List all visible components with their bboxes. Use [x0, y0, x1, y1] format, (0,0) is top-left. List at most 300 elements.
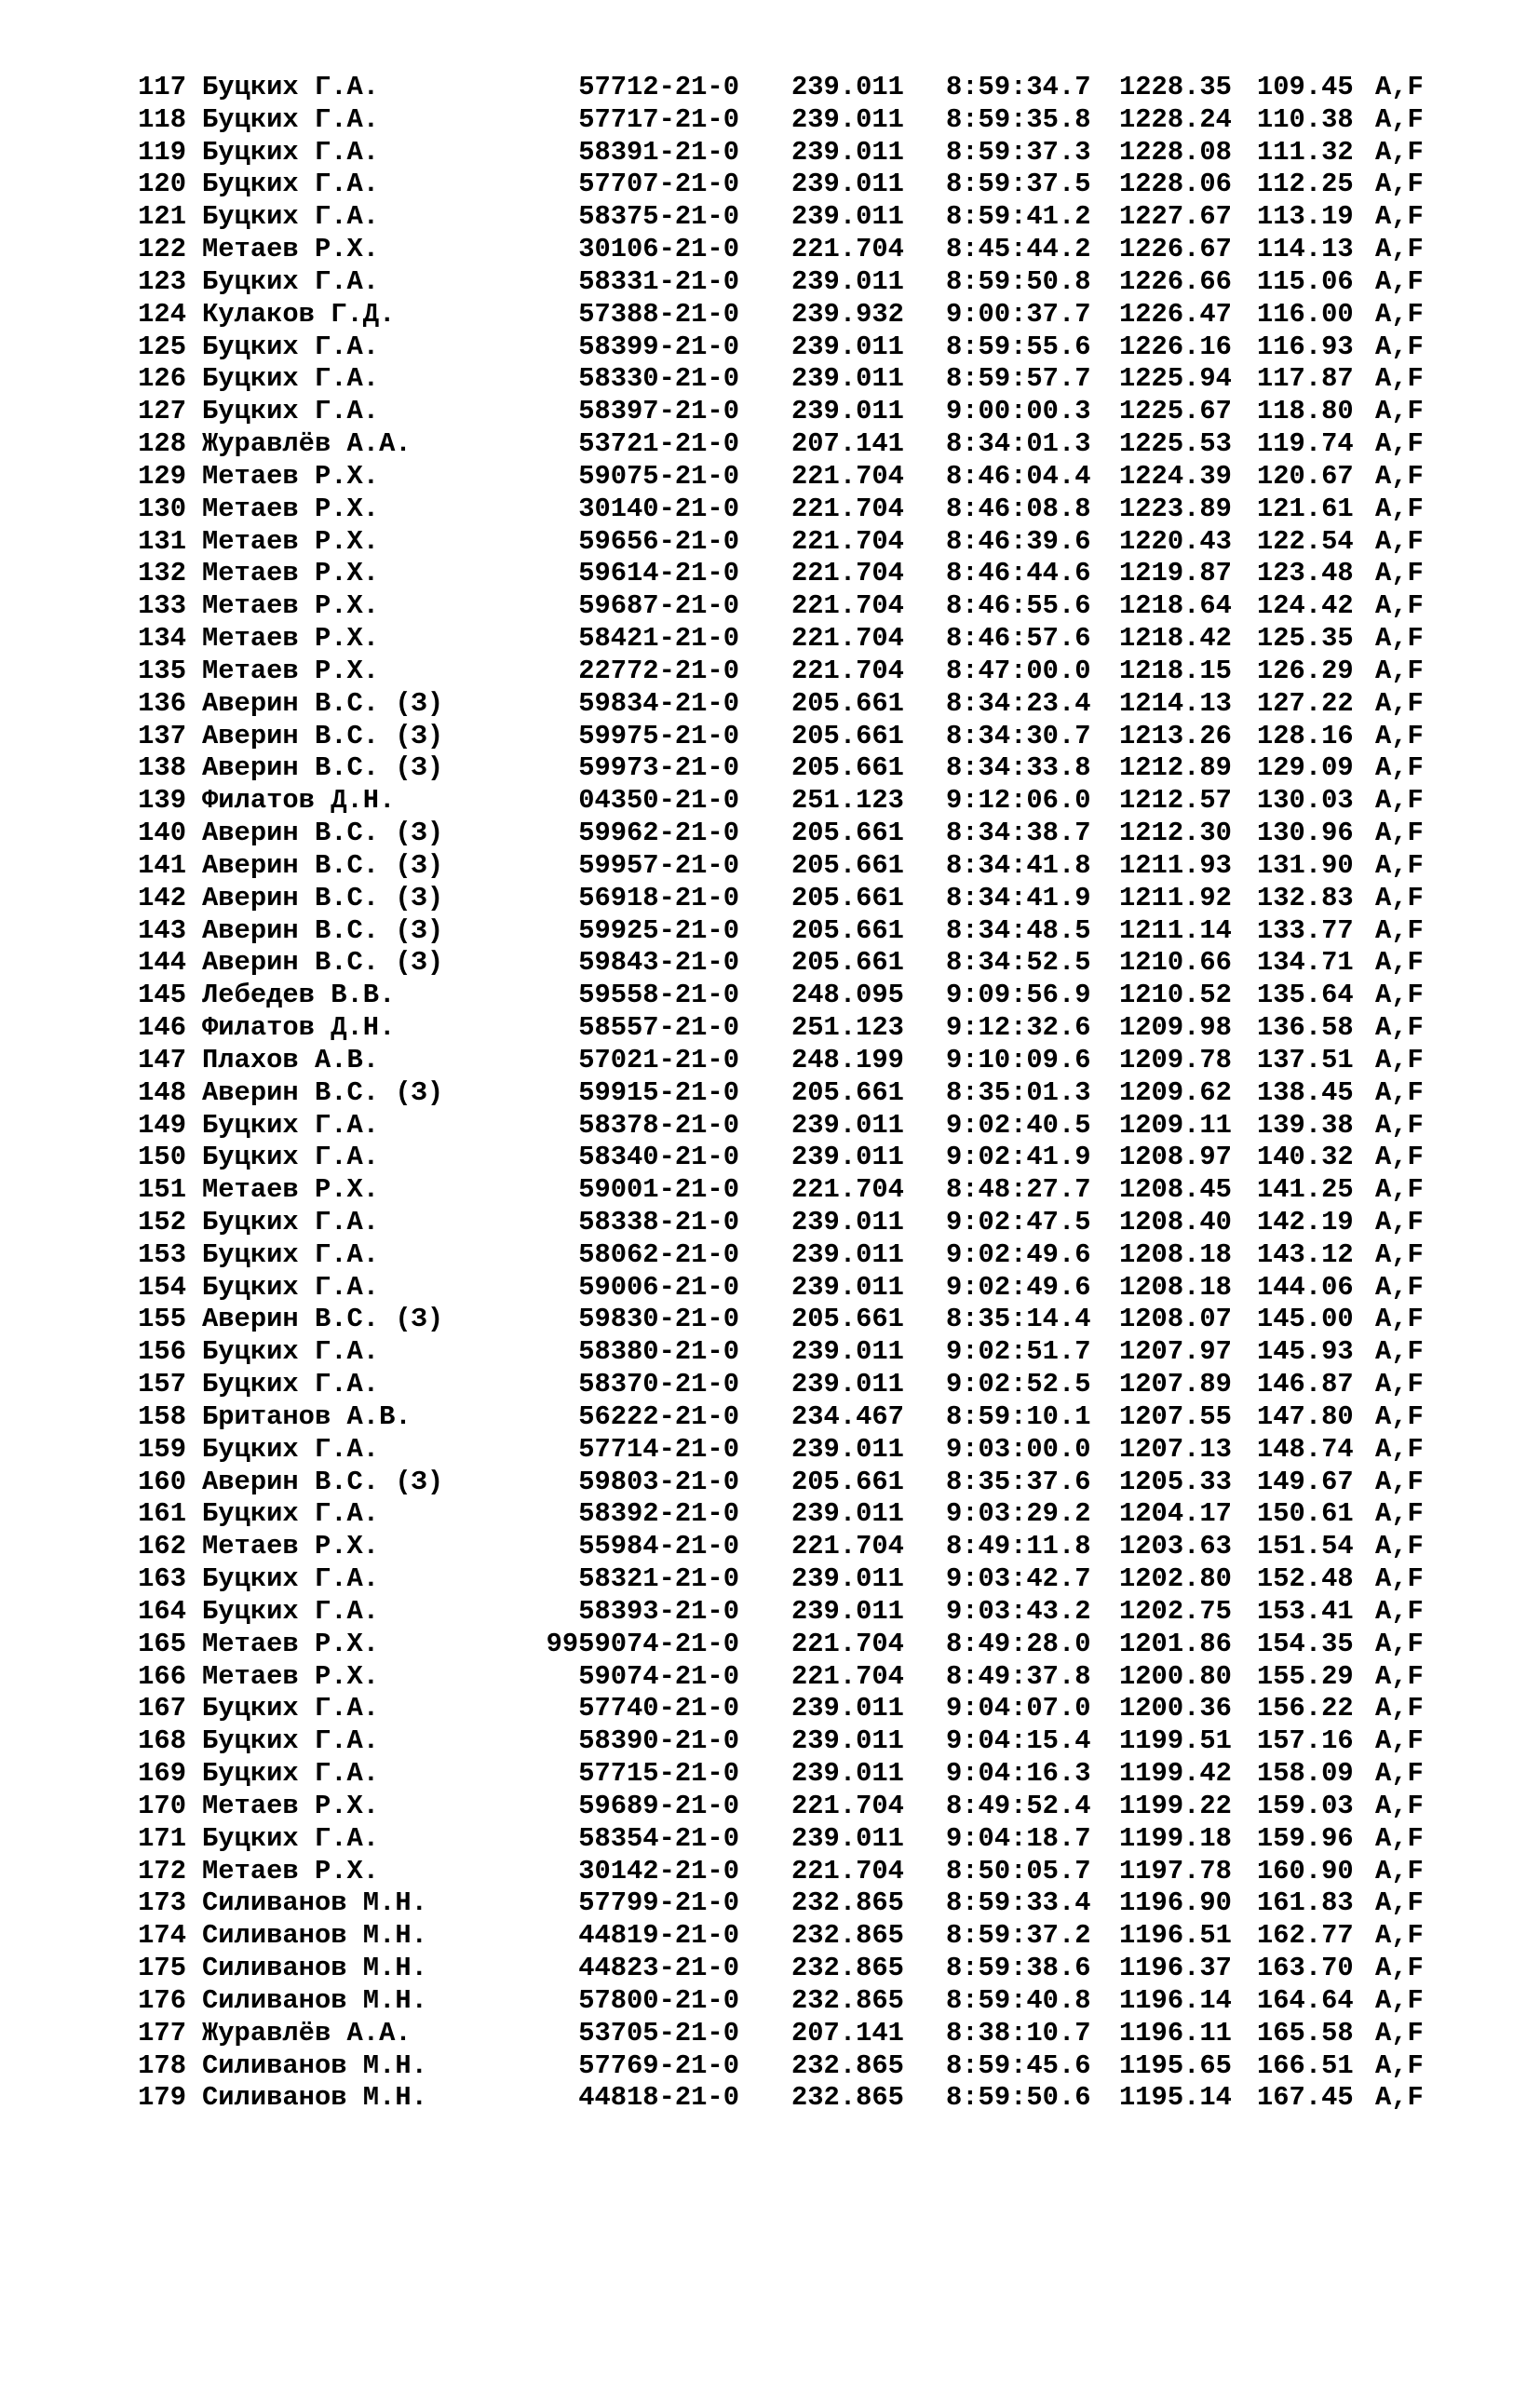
speed: 1205.33	[1119, 1466, 1232, 1497]
place-number: 164	[138, 1595, 186, 1627]
speed: 1196.90	[1119, 1887, 1232, 1919]
arrival-time: 9:02:49.6	[946, 1238, 1091, 1270]
fancier-name: Буцких Г.А.	[202, 1336, 380, 1368]
distance: 239.011	[791, 1725, 904, 1757]
distance: 239.011	[791, 1822, 904, 1854]
coefficient: 159.03	[1257, 1790, 1354, 1821]
coefficient: 142.19	[1257, 1206, 1354, 1237]
distance: 205.661	[791, 720, 904, 751]
coefficient: 134.71	[1257, 947, 1354, 979]
arrival-time: 9:03:29.2	[946, 1498, 1091, 1530]
place-number: 139	[138, 785, 186, 817]
result-row	[138, 494, 1441, 526]
place-number: 173	[138, 1887, 186, 1919]
result-row	[138, 2082, 1441, 2115]
fancier-name: Аверин В.С. (З)	[202, 687, 444, 719]
distance: 221.704	[791, 1531, 904, 1562]
coefficient: 125.35	[1257, 623, 1354, 655]
result-row	[138, 1077, 1441, 1110]
ring-number: 22772-21-0	[578, 655, 739, 686]
speed: 1223.89	[1119, 493, 1232, 524]
flags: A,F	[1375, 1012, 1424, 1044]
fancier-name: Аверин В.С. (З)	[202, 752, 444, 784]
speed: 1209.62	[1119, 1076, 1232, 1108]
place-number: 128	[138, 428, 186, 460]
arrival-time: 8:49:28.0	[946, 1628, 1091, 1659]
fancier-name: Буцких Г.А.	[202, 1238, 380, 1270]
coefficient: 157.16	[1257, 1725, 1354, 1757]
flags: A,F	[1375, 1822, 1424, 1854]
ring-number: 58557-21-0	[578, 1012, 739, 1044]
ring-number: 58062-21-0	[578, 1238, 739, 1270]
coefficient: 145.93	[1257, 1336, 1354, 1368]
distance: 205.661	[791, 1466, 904, 1497]
arrival-time: 8:59:37.2	[946, 1920, 1091, 1952]
speed: 1200.80	[1119, 1660, 1232, 1692]
coefficient: 117.87	[1257, 363, 1354, 395]
ring-number: 57388-21-0	[578, 298, 739, 330]
fancier-name: Аверин В.С. (З)	[202, 1076, 444, 1108]
ring-number: 55984-21-0	[578, 1531, 739, 1562]
ring-number: 44818-21-0	[578, 2082, 739, 2114]
coefficient: 143.12	[1257, 1238, 1354, 1270]
place-number: 125	[138, 331, 186, 362]
result-row	[138, 526, 1441, 559]
place-number: 133	[138, 590, 186, 622]
result-row	[138, 1791, 1441, 1823]
distance: 239.011	[791, 1271, 904, 1303]
place-number: 123	[138, 265, 186, 297]
ring-number: 59834-21-0	[578, 687, 739, 719]
flags: A,F	[1375, 2082, 1424, 2114]
coefficient: 128.16	[1257, 720, 1354, 751]
speed: 1212.89	[1119, 752, 1232, 784]
place-number: 140	[138, 818, 186, 849]
coefficient: 113.19	[1257, 201, 1354, 233]
ring-number: 59687-21-0	[578, 590, 739, 622]
result-row	[138, 590, 1441, 623]
distance: 239.011	[791, 331, 904, 362]
ring-number: 57769-21-0	[578, 2049, 739, 2081]
fancier-name: Плахов А.В.	[202, 1044, 380, 1075]
distance: 221.704	[791, 655, 904, 686]
flags: A,F	[1375, 849, 1424, 881]
flags: A,F	[1375, 752, 1424, 784]
place-number: 118	[138, 103, 186, 135]
distance: 221.704	[791, 1660, 904, 1692]
ring-number: 58330-21-0	[578, 363, 739, 395]
fancier-name: Буцких Г.А.	[202, 1725, 380, 1757]
flags: A,F	[1375, 590, 1424, 622]
fancier-name: Метаев Р.Х.	[202, 558, 380, 589]
coefficient: 121.61	[1257, 493, 1354, 524]
distance: 232.865	[791, 1920, 904, 1952]
result-row	[138, 1661, 1441, 1694]
flags: A,F	[1375, 1953, 1424, 1984]
fancier-name: Кулаков Г.Д.	[202, 298, 396, 330]
ring-number: 57712-21-0	[578, 72, 739, 102]
fancier-name: Метаев Р.Х.	[202, 234, 380, 265]
coefficient: 118.80	[1257, 396, 1354, 427]
distance: 239.011	[791, 1109, 904, 1141]
result-row	[138, 1336, 1441, 1369]
fancier-name: Метаев Р.Х.	[202, 1660, 380, 1692]
arrival-time: 8:59:45.6	[946, 2049, 1091, 2081]
distance: 221.704	[791, 558, 904, 589]
arrival-time: 8:34:48.5	[946, 914, 1091, 946]
flags: A,F	[1375, 493, 1424, 524]
speed: 1195.65	[1119, 2049, 1232, 2081]
fancier-name: Лебедев В.В.	[202, 980, 396, 1011]
coefficient: 131.90	[1257, 849, 1354, 881]
ring-number: 58331-21-0	[578, 265, 739, 297]
result-row	[138, 1856, 1441, 1888]
distance: 239.011	[791, 1369, 904, 1400]
fancier-name: Буцких Г.А.	[202, 1142, 380, 1173]
speed: 1199.42	[1119, 1758, 1232, 1790]
flags: A,F	[1375, 558, 1424, 589]
place-number: 158	[138, 1400, 186, 1432]
speed: 1199.51	[1119, 1725, 1232, 1757]
result-row	[138, 299, 1441, 331]
distance: 239.011	[791, 1758, 904, 1790]
arrival-time: 8:34:52.5	[946, 947, 1091, 979]
arrival-time: 8:59:35.8	[946, 103, 1091, 135]
result-row	[138, 396, 1441, 428]
speed: 1228.08	[1119, 136, 1232, 168]
ring-number: 59957-21-0	[578, 849, 739, 881]
coefficient: 138.45	[1257, 1076, 1354, 1108]
distance: 239.011	[791, 169, 904, 200]
result-row	[138, 850, 1441, 883]
ring-number: 30142-21-0	[578, 1855, 739, 1886]
place-number: 132	[138, 558, 186, 589]
result-row	[138, 1434, 1441, 1467]
arrival-time: 8:46:04.4	[946, 460, 1091, 492]
speed: 1211.92	[1119, 882, 1232, 913]
distance: 221.704	[791, 234, 904, 265]
fancier-name: Силиванов М.Н.	[202, 2082, 427, 2114]
ring-number: 58392-21-0	[578, 1498, 739, 1530]
arrival-time: 8:59:33.4	[946, 1887, 1091, 1919]
speed: 1202.75	[1119, 1595, 1232, 1627]
place-number: 161	[138, 1498, 186, 1530]
place-number: 172	[138, 1855, 186, 1886]
arrival-time: 9:04:07.0	[946, 1693, 1091, 1724]
coefficient: 148.74	[1257, 1433, 1354, 1465]
fancier-name: Метаев Р.Х.	[202, 1628, 380, 1659]
coefficient: 124.42	[1257, 590, 1354, 622]
arrival-time: 9:00:37.7	[946, 298, 1091, 330]
coefficient: 165.58	[1257, 2017, 1354, 2049]
distance: 205.661	[791, 687, 904, 719]
distance: 205.661	[791, 849, 904, 881]
ring-number: 59925-21-0	[578, 914, 739, 946]
fancier-name: Силиванов М.Н.	[202, 1920, 427, 1952]
ring-number: 57800-21-0	[578, 1984, 739, 2016]
fancier-name: Буцких Г.А.	[202, 1109, 380, 1141]
place-number: 129	[138, 460, 186, 492]
speed: 1197.78	[1119, 1855, 1232, 1886]
place-number: 178	[138, 2049, 186, 2081]
coefficient: 135.64	[1257, 980, 1354, 1011]
coefficient: 161.83	[1257, 1887, 1354, 1919]
flags: A,F	[1375, 1109, 1424, 1141]
flags: A,F	[1375, 169, 1424, 200]
arrival-time: 8:34:30.7	[946, 720, 1091, 751]
arrival-time: 9:03:42.7	[946, 1563, 1091, 1595]
distance: 239.011	[791, 1206, 904, 1237]
distance: 205.661	[791, 882, 904, 913]
distance: 221.704	[791, 493, 904, 524]
coefficient: 132.83	[1257, 882, 1354, 913]
flags: A,F	[1375, 2017, 1424, 2049]
speed: 1218.64	[1119, 590, 1232, 622]
coefficient: 129.09	[1257, 752, 1354, 784]
place-number: 134	[138, 623, 186, 655]
speed: 1196.37	[1119, 1953, 1232, 1984]
place-number: 152	[138, 1206, 186, 1237]
distance: 239.011	[791, 72, 904, 102]
arrival-time: 9:10:09.6	[946, 1044, 1091, 1075]
place-number: 174	[138, 1920, 186, 1952]
distance: 205.661	[791, 1076, 904, 1108]
place-number: 171	[138, 1822, 186, 1854]
place-number: 170	[138, 1790, 186, 1821]
fancier-name: Метаев Р.Х.	[202, 623, 380, 655]
arrival-time: 9:03:43.2	[946, 1595, 1091, 1627]
result-row	[138, 785, 1441, 818]
speed: 1196.11	[1119, 2017, 1232, 2049]
speed: 1228.35	[1119, 72, 1232, 102]
result-row	[138, 1369, 1441, 1401]
result-row	[138, 266, 1441, 299]
ring-number: 58393-21-0	[578, 1595, 739, 1627]
speed: 1196.51	[1119, 1920, 1232, 1952]
flags: A,F	[1375, 785, 1424, 817]
distance: 205.661	[791, 1304, 904, 1335]
distance: 221.704	[791, 1855, 904, 1886]
ring-number: 30106-21-0	[578, 234, 739, 265]
arrival-time: 8:35:37.6	[946, 1466, 1091, 1497]
fancier-name: Буцких Г.А.	[202, 331, 380, 362]
result-row	[138, 461, 1441, 494]
coefficient: 122.54	[1257, 525, 1354, 557]
arrival-time: 8:34:38.7	[946, 818, 1091, 849]
ring-number: 58370-21-0	[578, 1369, 739, 1400]
fancier-name: Филатов Д.Н.	[202, 785, 396, 817]
distance: 221.704	[791, 1628, 904, 1659]
fancier-name: Британов А.В.	[202, 1400, 412, 1432]
speed: 1225.67	[1119, 396, 1232, 427]
flags: A,F	[1375, 525, 1424, 557]
result-row	[138, 72, 1441, 104]
distance: 207.141	[791, 2017, 904, 2049]
fancier-name: Аверин В.С. (З)	[202, 947, 444, 979]
flags: A,F	[1375, 201, 1424, 233]
results-list	[138, 72, 1441, 2115]
place-number: 169	[138, 1758, 186, 1790]
place-number: 142	[138, 882, 186, 913]
flags: A,F	[1375, 1400, 1424, 1432]
result-row	[138, 201, 1441, 234]
arrival-time: 8:34:01.3	[946, 428, 1091, 460]
place-number: 146	[138, 1012, 186, 1044]
coefficient: 164.64	[1257, 1984, 1354, 2016]
coefficient: 119.74	[1257, 428, 1354, 460]
ring-number: 44823-21-0	[578, 1953, 739, 1984]
arrival-time: 8:34:41.8	[946, 849, 1091, 881]
arrival-time: 8:46:44.6	[946, 558, 1091, 589]
fancier-name: Метаев Р.Х.	[202, 460, 380, 492]
place-number: 176	[138, 1984, 186, 2016]
coefficient: 150.61	[1257, 1498, 1354, 1530]
speed: 1213.26	[1119, 720, 1232, 751]
distance: 232.865	[791, 1984, 904, 2016]
result-row	[138, 331, 1441, 364]
coefficient: 163.70	[1257, 1953, 1354, 1984]
arrival-time: 9:04:15.4	[946, 1725, 1091, 1757]
ring-number: 04350-21-0	[578, 785, 739, 817]
result-row	[138, 883, 1441, 915]
place-number: 119	[138, 136, 186, 168]
coefficient: 160.90	[1257, 1855, 1354, 1886]
arrival-time: 8:35:14.4	[946, 1304, 1091, 1335]
place-number: 120	[138, 169, 186, 200]
coefficient: 147.80	[1257, 1400, 1354, 1432]
ring-number: 44819-21-0	[578, 1920, 739, 1952]
result-row	[138, 1693, 1441, 1725]
fancier-name: Буцких Г.А.	[202, 1369, 380, 1400]
distance: 221.704	[791, 525, 904, 557]
speed: 1204.17	[1119, 1498, 1232, 1530]
flags: A,F	[1375, 1238, 1424, 1270]
ring-number: 59689-21-0	[578, 1790, 739, 1821]
speed: 1211.93	[1119, 849, 1232, 881]
distance: 239.011	[791, 363, 904, 395]
fancier-name: Буцких Г.А.	[202, 265, 380, 297]
speed: 1211.14	[1119, 914, 1232, 946]
coefficient: 110.38	[1257, 103, 1354, 135]
speed: 1208.07	[1119, 1304, 1232, 1335]
speed: 1199.22	[1119, 1790, 1232, 1821]
result-row	[138, 1985, 1441, 2018]
result-row	[138, 1012, 1441, 1045]
speed: 1218.42	[1119, 623, 1232, 655]
ring-number: 59656-21-0	[578, 525, 739, 557]
result-row	[138, 721, 1441, 753]
ring-number: 58375-21-0	[578, 201, 739, 233]
result-row	[138, 1239, 1441, 1272]
speed: 1208.18	[1119, 1238, 1232, 1270]
distance: 239.011	[791, 1142, 904, 1173]
ring-number: 59075-21-0	[578, 460, 739, 492]
distance: 239.011	[791, 265, 904, 297]
ring-number: 59975-21-0	[578, 720, 739, 751]
flags: A,F	[1375, 1174, 1424, 1206]
arrival-time: 8:59:10.1	[946, 1400, 1091, 1432]
coefficient: 145.00	[1257, 1304, 1354, 1335]
place-number: 165	[138, 1628, 186, 1659]
fancier-name: Буцких Г.А.	[202, 136, 380, 168]
ring-number: 59001-21-0	[578, 1174, 739, 1206]
place-number: 153	[138, 1238, 186, 1270]
flags: A,F	[1375, 980, 1424, 1011]
fancier-name: Буцких Г.А.	[202, 1206, 380, 1237]
coefficient: 115.06	[1257, 265, 1354, 297]
coefficient: 109.45	[1257, 72, 1354, 102]
arrival-time: 8:38:10.7	[946, 2017, 1091, 2049]
flags: A,F	[1375, 1725, 1424, 1757]
coefficient: 116.00	[1257, 298, 1354, 330]
place-number: 156	[138, 1336, 186, 1368]
flags: A,F	[1375, 1595, 1424, 1627]
coefficient: 136.58	[1257, 1012, 1354, 1044]
ring-number: 57707-21-0	[578, 169, 739, 200]
flags: A,F	[1375, 1044, 1424, 1075]
fancier-name: Буцких Г.А.	[202, 201, 380, 233]
result-row	[138, 428, 1441, 461]
coefficient: 111.32	[1257, 136, 1354, 168]
place-number: 144	[138, 947, 186, 979]
speed: 1225.53	[1119, 428, 1232, 460]
result-row	[138, 1110, 1441, 1143]
result-row	[138, 1304, 1441, 1336]
place-number: 145	[138, 980, 186, 1011]
arrival-time: 8:46:57.6	[946, 623, 1091, 655]
result-row	[138, 169, 1441, 201]
arrival-time: 8:46:39.6	[946, 525, 1091, 557]
distance: 221.704	[791, 623, 904, 655]
speed: 1228.24	[1119, 103, 1232, 135]
coefficient: 146.87	[1257, 1369, 1354, 1400]
ring-number: 9959074-21-0	[546, 1628, 739, 1659]
place-number: 175	[138, 1953, 186, 1984]
distance: 221.704	[791, 460, 904, 492]
place-number: 121	[138, 201, 186, 233]
distance: 239.011	[791, 1433, 904, 1465]
flags: A,F	[1375, 396, 1424, 427]
place-number: 141	[138, 849, 186, 881]
place-number: 122	[138, 234, 186, 265]
result-row	[138, 818, 1441, 850]
distance: 205.661	[791, 752, 904, 784]
ring-number: 57799-21-0	[578, 1887, 739, 1919]
speed: 1207.97	[1119, 1336, 1232, 1368]
distance: 239.011	[791, 396, 904, 427]
result-row	[138, 234, 1441, 266]
ring-number: 57740-21-0	[578, 1693, 739, 1724]
arrival-time: 8:47:00.0	[946, 655, 1091, 686]
ring-number: 59803-21-0	[578, 1466, 739, 1497]
result-row	[138, 623, 1441, 656]
fancier-name: Буцких Г.А.	[202, 1693, 380, 1724]
ring-number: 58340-21-0	[578, 1142, 739, 1173]
result-row	[138, 1596, 1441, 1629]
arrival-time: 8:35:01.3	[946, 1076, 1091, 1108]
arrival-time: 8:46:55.6	[946, 590, 1091, 622]
coefficient: 116.93	[1257, 331, 1354, 362]
speed: 1209.78	[1119, 1044, 1232, 1075]
coefficient: 149.67	[1257, 1466, 1354, 1497]
result-row	[138, 1498, 1441, 1531]
result-row	[138, 1823, 1441, 1856]
fancier-name: Метаев Р.Х.	[202, 655, 380, 686]
place-number: 167	[138, 1693, 186, 1724]
speed: 1226.66	[1119, 265, 1232, 297]
arrival-time: 9:02:52.5	[946, 1369, 1091, 1400]
result-row	[138, 656, 1441, 688]
